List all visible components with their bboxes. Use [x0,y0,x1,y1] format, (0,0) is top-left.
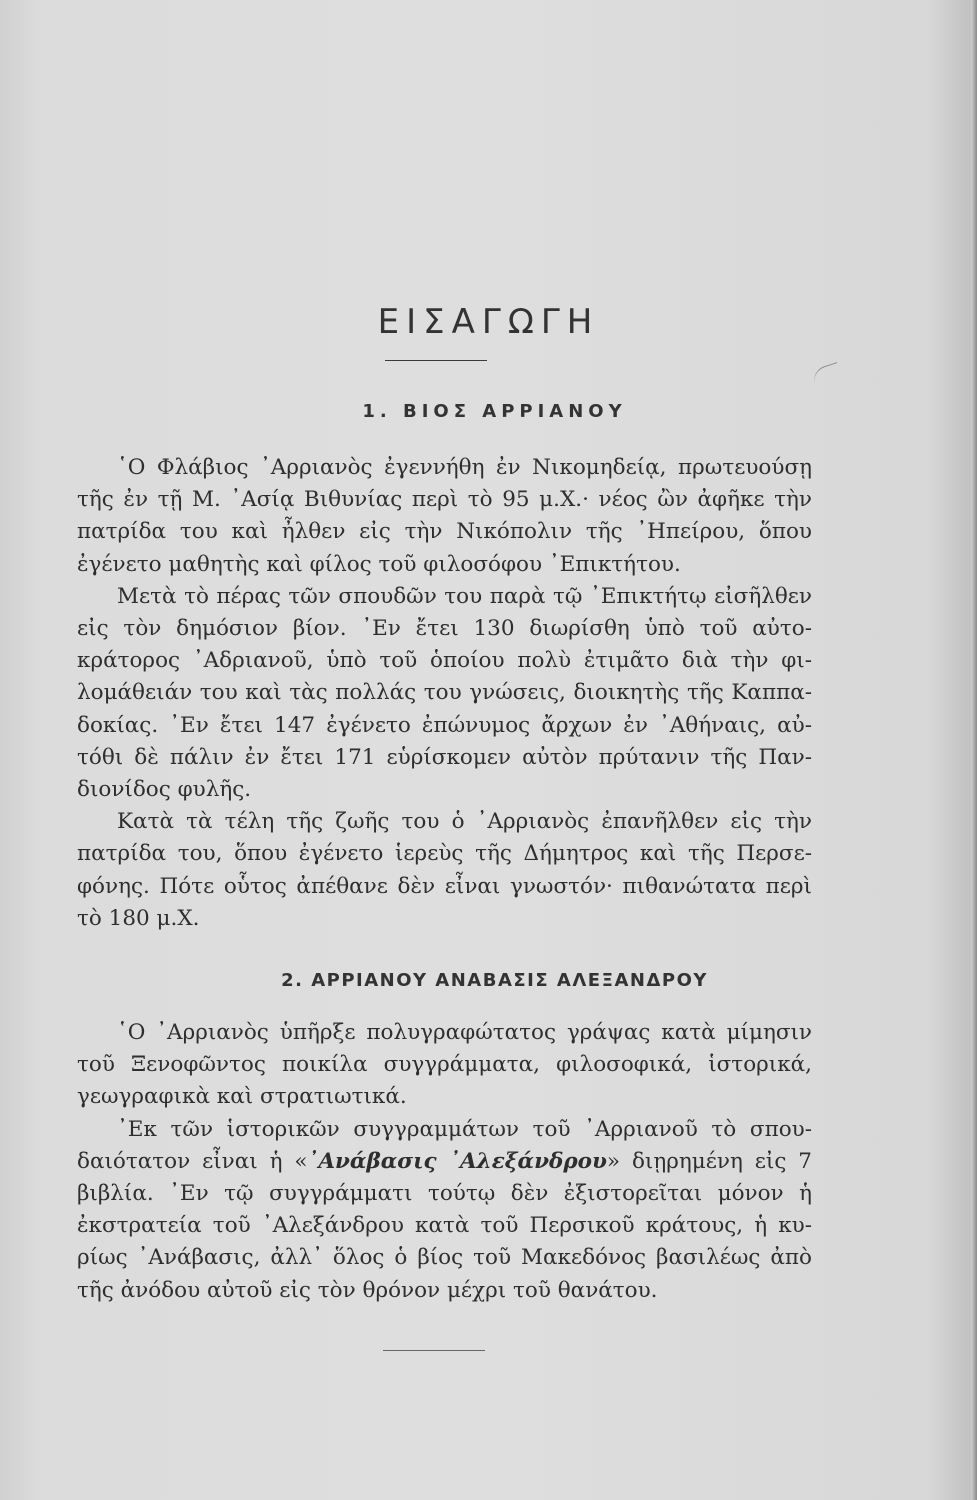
page-title: ΕΙΣΑΓΩΓΗ [377,302,600,342]
paragraph [77,1114,812,1307]
section-body-bios [77,452,812,935]
book-title: ᾿Ανάβασις ᾿Αλεξάνδρου [307,1148,607,1174]
paragraph: ῾Ο ᾿Αρριανὸς ὑπῆρξε πολυγραφώτατος γράψας κατὰ μίμησιν τοῦ Ξενοφῶντος ποικίλα συγγράμματα, φιλοσοφικά, ἱστορικά, γεωγραφικὰ καὶ στρατιωτικά. [77,1020,812,1110]
page-edge [971,0,977,1500]
paragraph-text: ᾿Εκ τῶν ἱστορικῶν συγγραμμάτων τοῦ ᾿Αρριανοῦ τὸ σπουδαιότατον εἶναι ἡ « [77,1116,812,1174]
paragraph: ῾Ο Φλάβιος ᾿Αρριανὸς ἐγεννήθη ἐν Νικομηδείᾳ, πρωτευούσῃ τῆς ἐν τῇ Μ. ᾿Ασίᾳ Βιθυνίας περὶ τὸ 95 μ.Χ.· νέος ὢν ἀφῆκε τὴν πατρίδα του καὶ ἦλθεν εἰς τὴν Νικόπολιν τῆς ᾿Ηπείρου, ὅπου ἐγένετο μαθητὴς καὶ φίλος τοῦ φιλοσόφου ᾿Επικτήτου. [77,455,812,577]
paragraph: Μετὰ τὸ πέρας τῶν σπουδῶν του παρὰ τῷ ᾿Επικτήτῳ εἰσῆλθεν εἰς τὸν δημόσιον βίον. ᾿Εν ἔτει 130 διωρίσθη ὑπὸ τοῦ αὐτοκράτορος ᾿Αδριανοῦ, ὑπὸ τοῦ ὁποίου πολὺ ἐτιμᾶτο διὰ τὴν φιλομάθειάν του καὶ τὰς πολλάς του γνώσεις, διοικητὴς τῆς Καππαδοκίας. ᾿Εν ἔτει 147 ἐγένετο ἐπώνυμος ἄρχων ἐν ᾿Αθήναις, αὐτόθι δὲ πάλιν ἐν ἔτει 171 εὑρίσκομεν αὐτὸν πρύτανιν τῆς Πανδιονίδος φυλῆς. [77,583,812,803]
end-divider [383,1350,485,1351]
pencil-mark [810,362,841,385]
paragraph-text: » διῃρημένη εἰς 7 βιβλία. ᾿Εν τῷ συγγράμματι τούτῳ δὲν ἐξιστορεῖται μόνον ἡ ἐκστρατεία τοῦ ᾿Αλεξάνδρου κατὰ τοῦ Περσικοῦ κράτους, ἡ κυρίως ᾿Ανάβασις, ἀλλ᾿ ὅλος ὁ βίος τοῦ Μακεδόνος βασιλέως ἀπὸ τῆς ἀνόδου αὐτοῦ εἰς τὸν θρόνον μέχρι τοῦ θανάτου. [77,1148,812,1303]
paragraph: Κατὰ τὰ τέλη τῆς ζωῆς του ὁ ᾿Αρριανὸς ἐπανῆλθεν εἰς τὴν πατρίδα του, ὅπου ἐγένετο ἱερεὺς τῆς Δήμητρος καὶ τῆς Περσεφόνης. Πότε οὗτος ἀπέθανε δὲν εἶναι γνωστόν· πιθανώτατα περὶ τὸ 180 μ.Χ. [77,809,812,931]
section-heading-anabasis: 2. ΑΡΡΙΑΝΟΥ ΑΝΑΒΑΣΙΣ ΑΛΕΞΑΝΔΡΟΥ [281,970,708,991]
section-heading-bios: 1. ΒΙΟΣ ΑΡΡΙΑΝΟΥ [362,401,627,422]
section-body-anabasis [77,1017,812,1307]
title-divider [385,360,487,361]
